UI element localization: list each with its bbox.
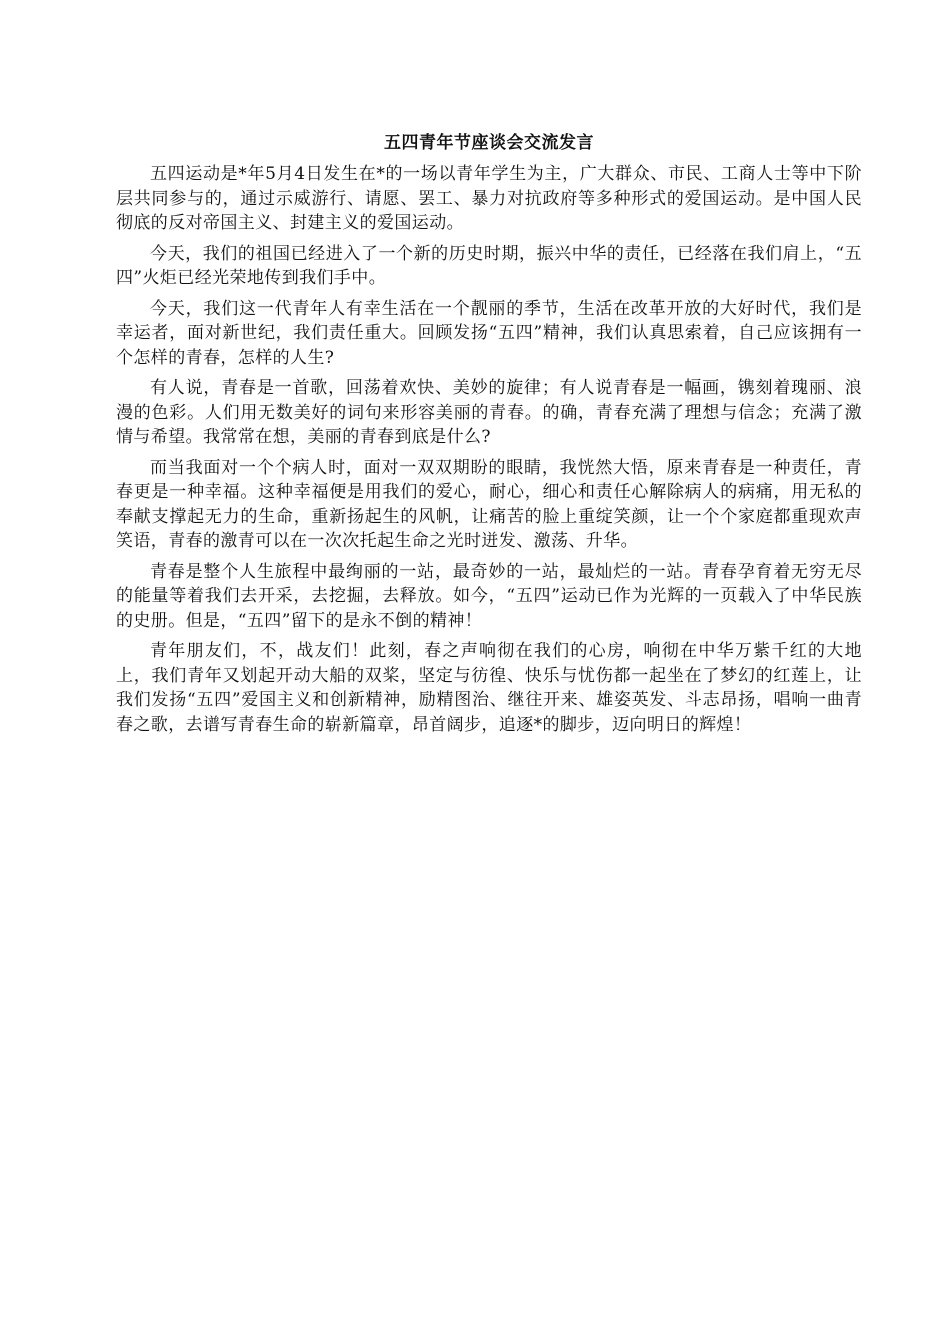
document-title: 五四青年节座谈会交流发言 [384, 133, 594, 153]
paragraph-7: 青年朋友们，不，战友们！此刻，春之声响彻在我们的心房，响彻在中华万紫千红的大地上，我们青年又划起开动大船的双桨，坚定与彷徨、快乐与忧伤都一起坐在了梦幻的红莲上，让我们发扬“五四”爱国主义和创新精神，励精图治、继往开来、雄姿英发、斗志昂扬，唱响一曲青春之歌，去谱写青春生命的崭新篇章，昂首阔步，追逐*的脚步，迈向明日的辉煌！ [116, 641, 862, 735]
paragraph-3: 今天，我们这一代青年人有幸生活在一个靓丽的季节，生活在改革开放的大好时代，我们是幸运者，面对新世纪，我们责任重大。回顾发扬“五四”精神，我们认真思索着，自己应该拥有一个怎样的青春，怎样的人生? [116, 298, 862, 368]
paragraph-6: 青春是整个人生旅程中最绚丽的一站，最奇妙的一站，最灿烂的一站。青春孕育着无穷无尽的能量等着我们去开采，去挖掘，去释放。如今，“五四”运动已作为光辉的一页载入了中华民族的史册。但是，“五四”留下的是永不倒的精神！ [116, 561, 862, 631]
paragraph-2: 今天，我们的祖国已经进入了一个新的历史时期，振兴中华的责任，已经落在我们肩上，“五四”火炬已经光荣地传到我们手中。 [116, 243, 862, 288]
document-body [116, 130, 862, 743]
paragraph-1: 五四运动是*年5月4日发生在*的一场以青年学生为主，广大群众、市民、工商人士等中下阶层共同参与的，通过示威游行、请愿、罢工、暴力对抗政府等多种形式的爱国运动。是中国人民彻底的反对帝国主义、封建主义的爱国运动。 [116, 164, 862, 233]
paragraph-4: 有人说，青春是一首歌，回荡着欢快、美妙的旋律；有人说青春是一幅画，镌刻着瑰丽、浪漫的色彩。人们用无数美好的词句来形容美丽的青春。的确，青春充满了理想与信念；充满了激情与希望。我常常在想，美丽的青春到底是什么? [116, 378, 862, 447]
paragraph-5: 而当我面对一个个病人时，面对一双双期盼的眼睛，我恍然大悟，原来青春是一种责任，青春更是一种幸福。这种幸福便是用我们的爱心，耐心，细心和责任心解除病人的病痛，用无私的奉献支撑起无力的生命，重新扬起生的风帆，让痛苦的脸上重绽笑颜，让一个个家庭都重现欢声笑语，青春的激青可以在一次次托起生命之光时迸发、激荡、升华。 [116, 457, 862, 551]
